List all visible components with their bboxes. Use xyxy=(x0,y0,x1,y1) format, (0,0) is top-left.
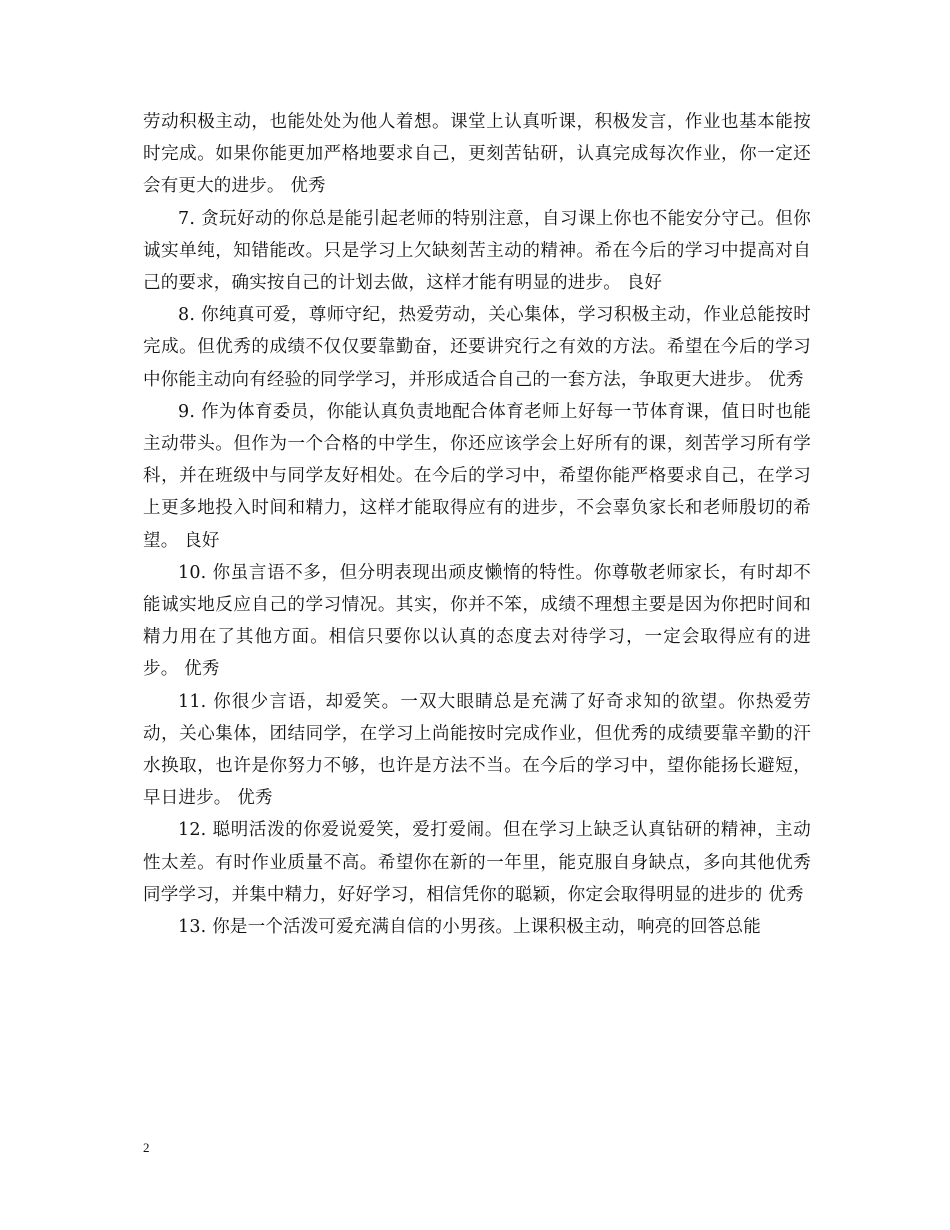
document-body xyxy=(143,106,811,943)
paragraph-comment-10: 10. 你虽言语不多，但分明表现出顽皮懒惰的特性。你尊敬老师家长，有时却不能诚实地反应自己的学习情况。其实，你并不笨，成绩不理想主要是因为你把时间和精力用在了其他方面。相信只要你以认真的态度去对待学习，一定会取得应有的进步。 优秀 xyxy=(143,562,811,680)
paragraph-comment-9: 9. 作为体育委员，你能认真负责地配合体育老师上好每一节体育课，值日时也能主动带头。但作为一个合格的中学生，你还应该学会上好所有的课，刻苦学习所有学科，并在班级中与同学友好相处。在今后的学习中，希望你能严格要求自己，在学习上更多地投入时间和精力，这样才能取得应有的进步，不会辜负家长和老师殷切的希望。 良好 xyxy=(143,401,811,551)
page-number: 2 xyxy=(143,1140,150,1155)
paragraph-continuation: 劳动积极主动，也能处处为他人着想。课堂上认真听课，积极发言，作业也基本能按时完成。如果你能更加严格地要求自己，更刻苦钻研，认真完成每次作业，你一定还会有更大的进步。 优秀 xyxy=(143,112,811,197)
paragraph-comment-13: 13. 你是一个活泼可爱充满自信的小男孩。上课积极主动，响亮的回答总能 xyxy=(178,917,761,938)
paragraph-comment-7: 7. 贪玩好动的你总是能引起老师的特别注意，自习课上你也不能安分守己。但你诚实单纯，知错能改。只是学习上欠缺刻苦主动的精神。希在今后的学习中提高对自己的要求，确实按自己的计划去做，这样才能有明显的进步。 良好 xyxy=(143,208,811,294)
paragraph-comment-12: 12. 聪明活泼的你爱说爱笑，爱打爱闹。但在学习上缺乏认真钻研的精神，主动性太差。有时作业质量不高。希望你在新的一年里，能克服自身缺点，多向其他优秀同学学习，并集中精力，好好学习，相信凭你的聪颖，你定会取得明显的进步的 优秀 xyxy=(143,820,811,905)
paragraph-comment-11: 11. 你很少言语，却爱笑。一双大眼睛总是充满了好奇求知的欲望。你热爱劳动，关心集体，团结同学，在学习上尚能按时完成作业，但优秀的成绩要靠辛勤的汗水换取，也许是你努力不够，也许是方法不当。在今后的学习中，望你能扬长避短，早日进步。 优秀 xyxy=(143,691,811,809)
paragraph-comment-8: 8. 你纯真可爱，尊师守纪，热爱劳动，关心集体，学习积极主动，作业总能按时完成。但优秀的成绩不仅仅要靠勤奋，还要讲究行之有效的方法。希望在今后的学习中你能主动向有经验的同学学习，并形成适合自己的一套方法，争取更大进步。 优秀 xyxy=(143,305,811,390)
